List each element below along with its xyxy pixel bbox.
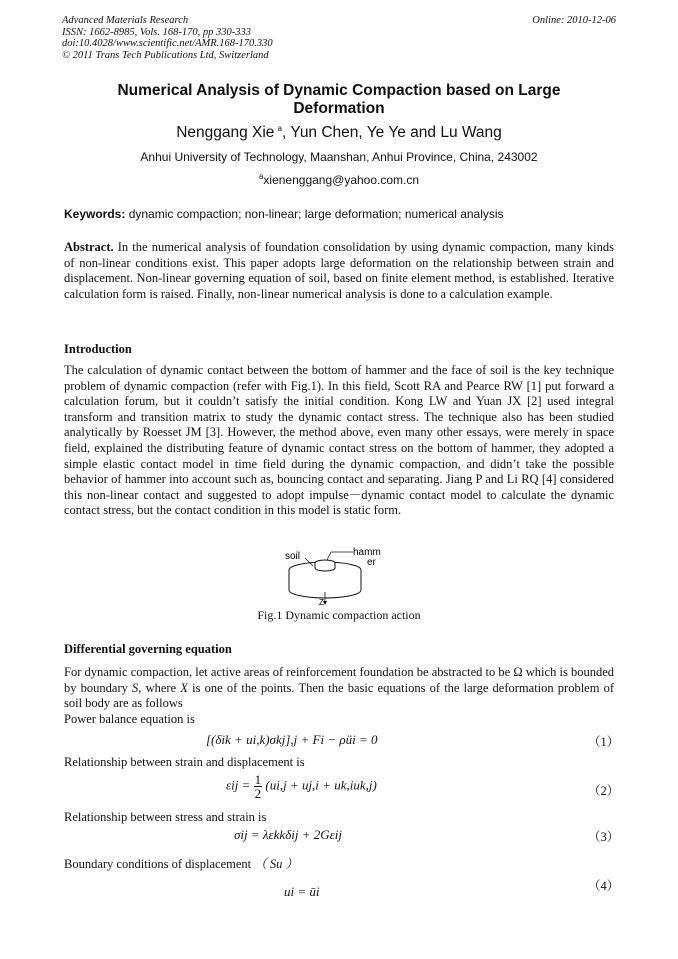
equation-1: [(δik + ui,k)σkj],j + Fi − ρüi = 0 bbox=[206, 732, 378, 747]
equation-1-number: （1） bbox=[588, 735, 620, 749]
journal-name: Advanced Materials Research bbox=[62, 15, 189, 26]
figure-1 bbox=[283, 544, 393, 606]
hammer-body bbox=[315, 563, 335, 571]
eq4-condition: （ Su ） bbox=[254, 857, 299, 871]
journal-header bbox=[62, 15, 273, 61]
eq1-label: Power balance equation is bbox=[64, 712, 195, 726]
author-rest: , Yun Chen, Ye Ye and Lu Wang bbox=[282, 124, 502, 142]
eq3-label: Relationship between stress and strain is bbox=[64, 810, 267, 824]
boundary-symbol: S bbox=[132, 680, 139, 695]
equation-2-fraction bbox=[254, 773, 263, 800]
keywords-text: dynamic compaction; non-linear; large deformation; numerical analysis bbox=[128, 207, 504, 221]
equation-2 bbox=[226, 773, 377, 800]
online-date: Online: 2010-12-06 bbox=[532, 15, 616, 26]
keywords-label: Keywords: bbox=[64, 207, 126, 221]
z-label: Z bbox=[319, 598, 324, 606]
author-first: Nenggang Xie bbox=[176, 124, 275, 142]
eq2-label: Relationship between strain and displacement is bbox=[64, 755, 305, 769]
equation-3-number: （3） bbox=[588, 830, 620, 844]
issn-line: ISSN: 1662-8985, Vols. 168-170, pp 330-333 bbox=[62, 26, 251, 38]
hammer-label-1: hamm bbox=[353, 547, 381, 558]
keywords bbox=[64, 207, 624, 221]
equation-2-number: （2） bbox=[588, 784, 620, 798]
soil-label: soil bbox=[285, 551, 301, 562]
fraction-numerator: 1 bbox=[254, 772, 262, 787]
equation-4-number: （4） bbox=[588, 879, 620, 893]
section2-intro-part1: For dynamic compaction, let active areas of reinforcement foundation be abstracted to be bbox=[64, 665, 511, 679]
author-first-sup: a bbox=[277, 124, 282, 133]
equation-3: σij = λεkkδij + 2Gεij bbox=[234, 827, 342, 842]
dynamic-compaction-diagram bbox=[283, 544, 393, 606]
section2-intro-part3: , where bbox=[138, 680, 177, 695]
equation-2-rhs: (ui,j + uj,i + uk,iuk,j) bbox=[265, 777, 377, 793]
introduction-text: The calculation of dynamic contact between the bottom of hammer and the face of soil is the key technique problem of dynamic compaction (refer with Fig.1). In this field, Scott RA and Pearce RW [1] put forward a calculation forum, but it couldn’t satisfy the initial condition. Kong LW and Yuan JX [2] used integral transform and transition matrix to study the dynamic contact stress. The technique also has been studied analytically by Roesset JM [3]. However, the method above, even many other essays, were merely in space field, explained the distributing feature of dynamic contact stress on the bottom of hammer, they adopted a simple elastic contact model in time field during the dynamic compaction, and didn’t take the possible behavior of hammer into account such as, bouncing contact and separating. Jiang P and Li RQ [4] considered this non-linear contact and suggested to adopt impulse－dynamic contact model to calculate the dynamic contact stress, but the contact condition in this model is static form. bbox=[64, 363, 614, 518]
abstract bbox=[64, 240, 614, 302]
authors bbox=[0, 124, 678, 142]
copyright-line: © 2011 Trans Tech Publications Ltd, Switzerland bbox=[62, 49, 269, 61]
fraction-denominator: 2 bbox=[254, 786, 262, 801]
email-sup: a bbox=[258, 172, 264, 181]
section2-heading: Differential governing equation bbox=[64, 642, 232, 656]
point-symbol: X bbox=[180, 680, 188, 695]
eq4-label-row bbox=[64, 854, 298, 872]
paper-title: Numerical Analysis of Dynamic Compaction based on Large Deformation bbox=[117, 82, 561, 117]
email bbox=[0, 172, 678, 187]
introduction-heading: Introduction bbox=[64, 342, 132, 356]
equation-4: ui = ūi bbox=[284, 884, 320, 899]
hammer-leader-2 bbox=[327, 552, 331, 560]
section2-intro-part2: which is bounded by boundary bbox=[64, 665, 614, 695]
figure-1-caption: Fig.1 Dynamic compaction action bbox=[257, 608, 421, 622]
omega-symbol: Ω bbox=[513, 665, 523, 679]
abstract-label: Abstract. bbox=[64, 240, 114, 254]
doi-line: doi:10.4028/www.scientific.net/AMR.168-170.330 bbox=[62, 38, 273, 49]
section2-intro-part4: is one of the points. Then the basic equations of the large deformation problem of soil body are as follows bbox=[64, 680, 615, 711]
equation-2-lhs: εij = bbox=[226, 777, 251, 793]
eq4-label: Boundary conditions of displacement bbox=[64, 857, 252, 871]
section2-intro bbox=[64, 665, 614, 712]
email-address: xienenggang@yahoo.com.cn bbox=[263, 173, 420, 187]
affiliation: Anhui University of Technology, Maanshan, Anhui Province, China, 243002 bbox=[140, 150, 538, 164]
abstract-text: In the numerical analysis of foundation consolidation by using dynamic compaction, many kinds of non-linear conditions exist. This paper adopts large deformation on the relationship between strain and displacement. Non-linear governing equation of soil, based on finite element method, is established. Iterative calculation form is raised. Finally, non-linear numerical analysis is done to a calculation example. bbox=[64, 240, 614, 301]
hammer-label-2: er bbox=[367, 557, 376, 568]
